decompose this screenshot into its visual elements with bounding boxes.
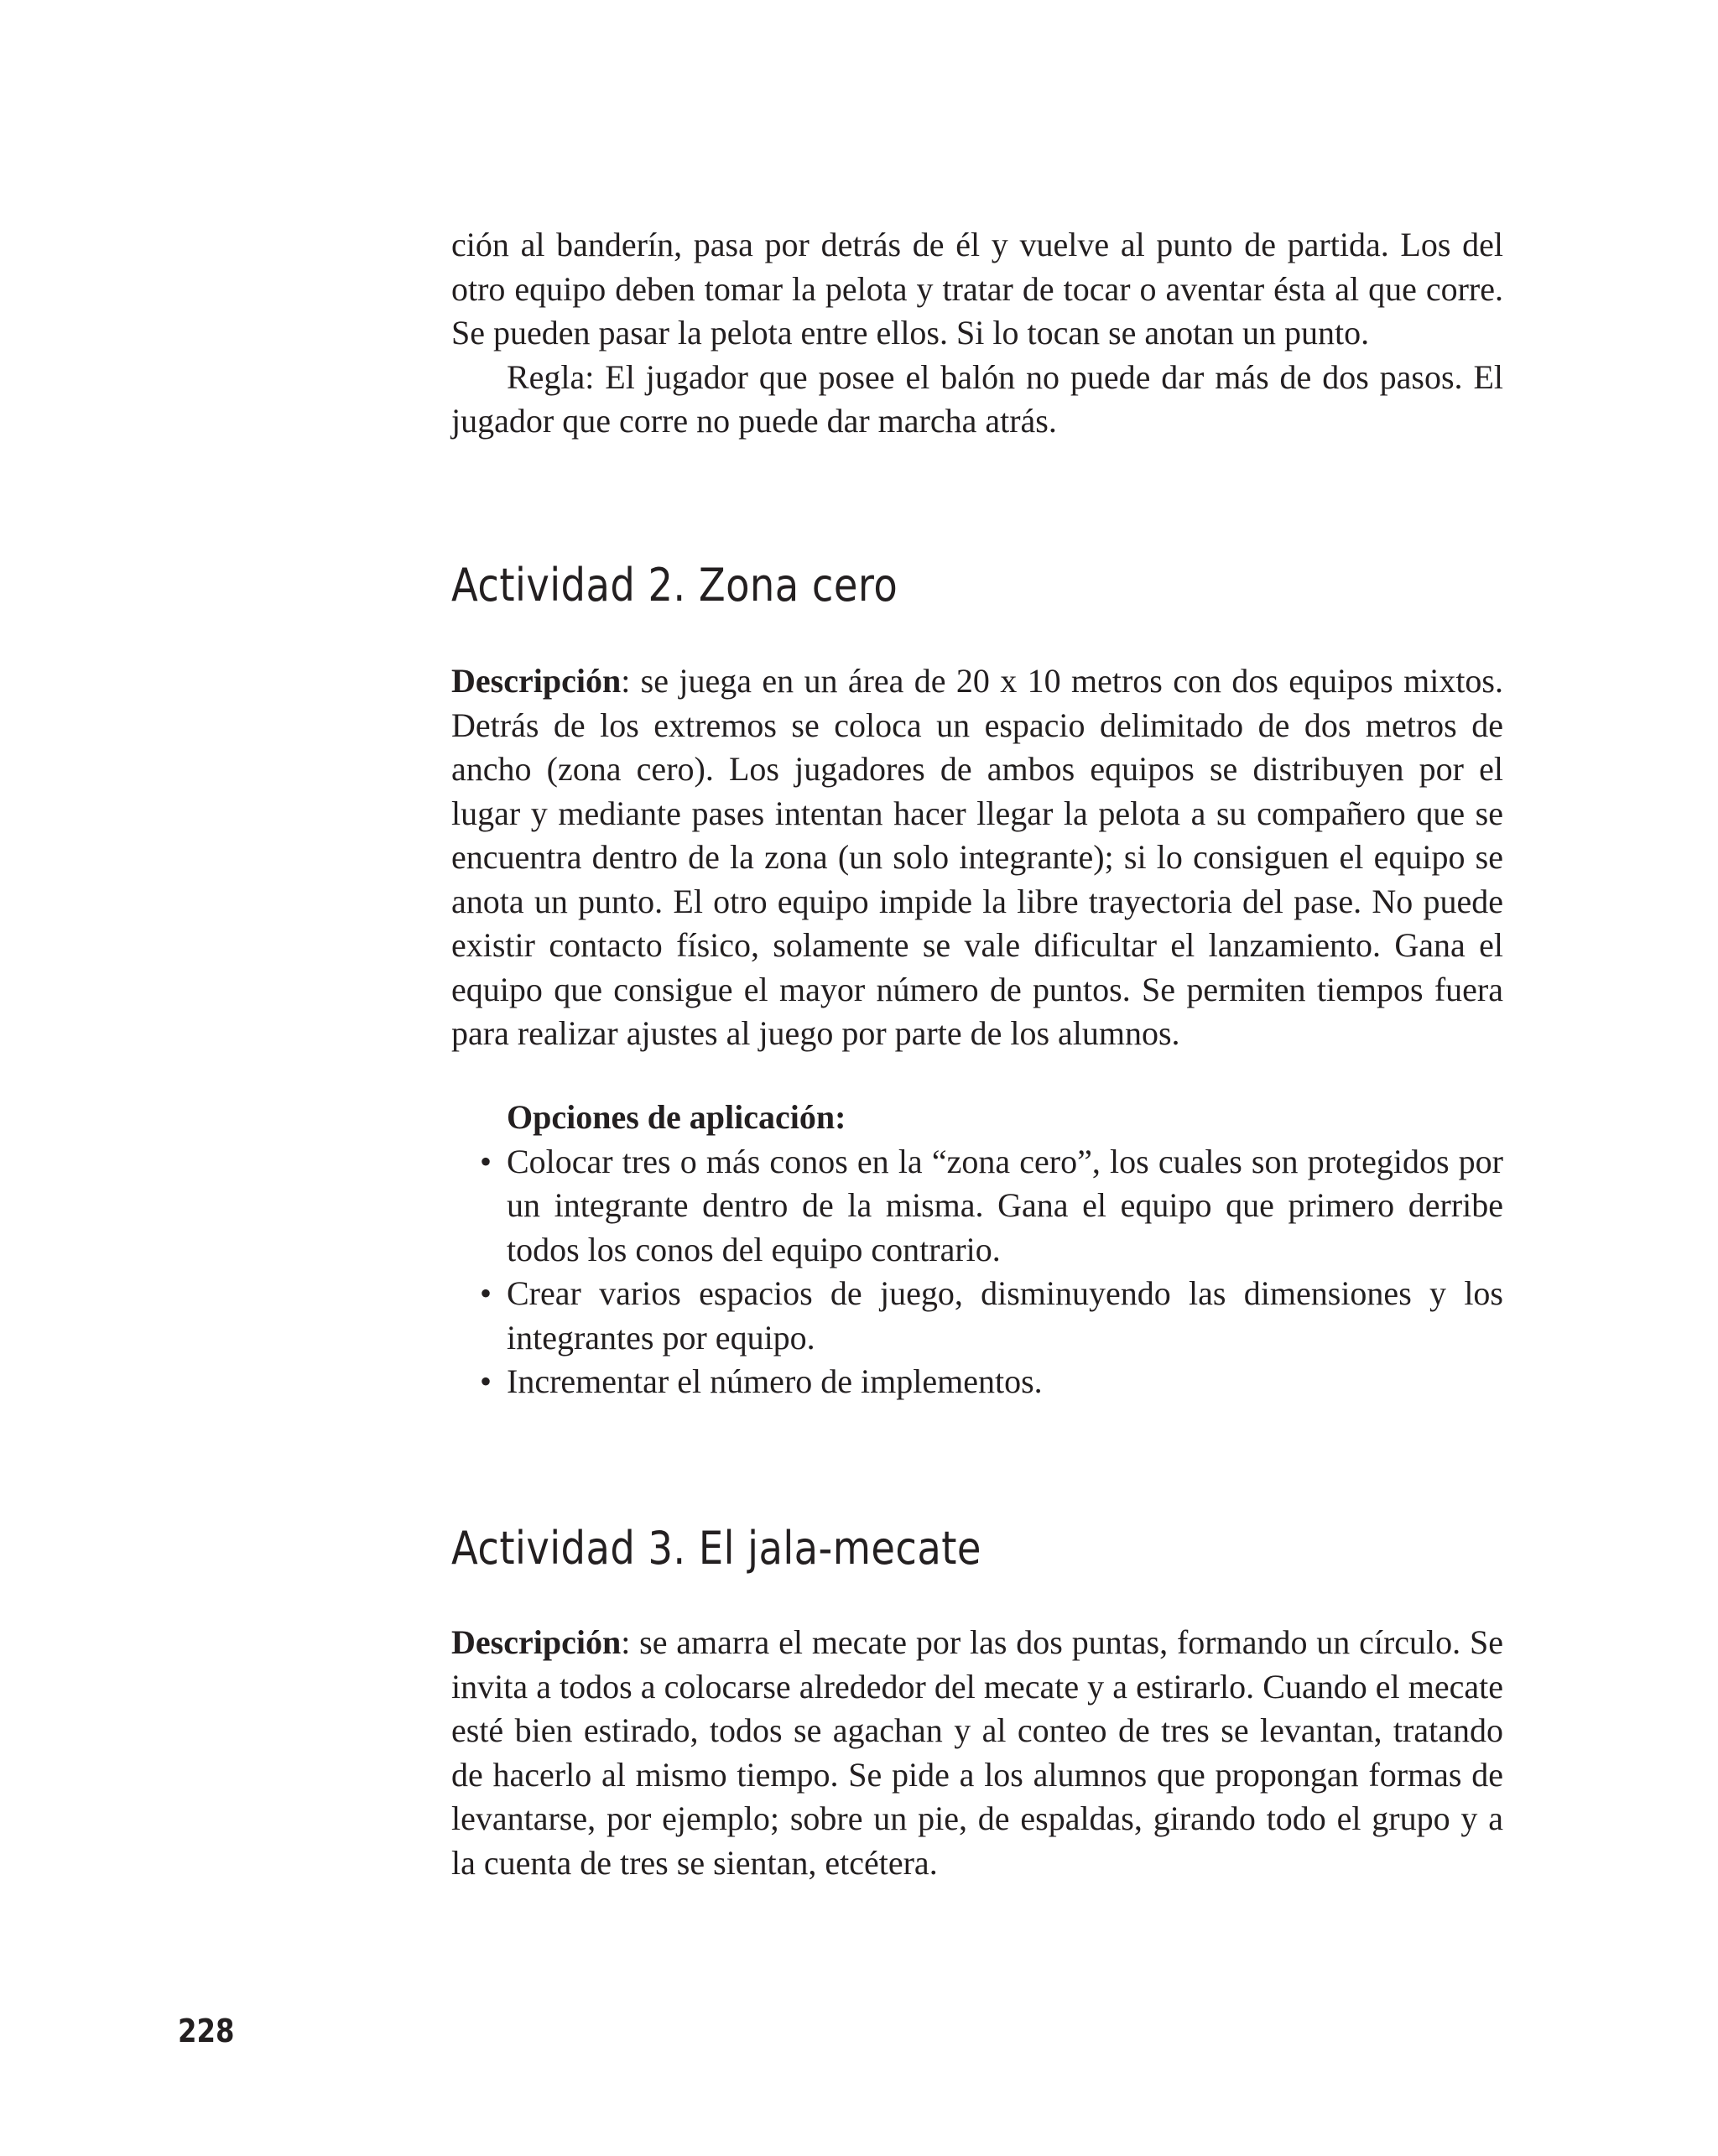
activity-3-description-label: Descripción — [451, 1623, 622, 1661]
intro-section — [451, 223, 1503, 444]
activity-2-description-text: : se juega en un área de 20 x 10 metros con dos equipos mixtos. Detrás de los extremos se coloca un espacio delimitado de dos metros de ancho (zona cero). Los jugadores de ambos equipos se distribuyen por el lugar y mediante pases intentan hacer llegar la pelota a su compañero que se encuentra dentro de la zona (un solo integrante); si lo consiguen el equipo se anota un punto. El otro equipo impide la libre trayectoria del pase. No puede existir contacto físico, solamente se vale dificultar el lanzamiento. Gana el equipo que consigue el mayor número de puntos. Se permiten tiempos fuera para realizar ajustes al juego por parte de los alumnos. — [451, 662, 1503, 1052]
option-item — [451, 1360, 1503, 1404]
activity-3-description-block — [451, 1621, 1503, 1885]
activity-3-heading: Actividad 3. El jala-mecate — [451, 1522, 981, 1575]
option-item — [451, 1140, 1503, 1273]
option-item — [451, 1272, 1503, 1360]
options-title: Opciones de aplicación: — [507, 1098, 846, 1136]
intro-paragraph: ción al banderín, pasa por detrás de él y vuelve al punto de partida. Los del otro equipo deben tomar la pelota y tratar de tocar o aventar ésta al que corre. Se pueden pasar la pelota entre ellos. Si lo tocan se anotan un punto. — [451, 226, 1503, 352]
activity-2-heading-block — [451, 559, 1503, 612]
bullet-icon: • — [480, 1274, 492, 1312]
activity-2-description-label: Descripción — [451, 662, 622, 700]
activity-3-description-text: : se amarra el mecate por las dos puntas, formando un círculo. Se invita a todos a colocarse alrededor del mecate y a estirarlo. Cuando el mecate esté bien estirado, todos se agachan y al conteo de tres se levantan, tratando de hacerlo al mismo tiempo. Se pide a los alumnos que propongan formas de levantarse, por ejemplo; sobre un pie, de espaldas, girando todo el grupo y a la cuenta de tres se sientan, etcétera. — [451, 1623, 1503, 1882]
activity-2-heading: Actividad 2. Zona cero — [451, 559, 898, 612]
activity-2-options-block — [451, 1096, 1503, 1404]
bullet-icon: • — [480, 1142, 492, 1180]
rule-paragraph: Regla: El jugador que posee el balón no puede dar más de dos pasos. El jugador que corre no puede dar marcha atrás. — [451, 357, 1503, 440]
options-list — [451, 1140, 1503, 1404]
activity-3-heading-block — [451, 1522, 1503, 1575]
page-number: 228 — [178, 2013, 235, 2049]
option-text: Incrementar el número de implementos. — [507, 1362, 1043, 1400]
activity-2-description-block — [451, 659, 1503, 1056]
option-text: Crear varios espacios de juego, disminuyendo las dimensiones y los integrantes por equipo. — [507, 1274, 1503, 1357]
bullet-icon: • — [480, 1362, 492, 1400]
activity-2-description — [451, 659, 1503, 1056]
activity-3-description — [451, 1621, 1503, 1885]
option-text: Colocar tres o más conos en la “zona cero”, los cuales son protegidos por un integrante dentro de la misma. Gana el equipo que primero derribe todos los conos del equipo contrario. — [507, 1142, 1503, 1268]
